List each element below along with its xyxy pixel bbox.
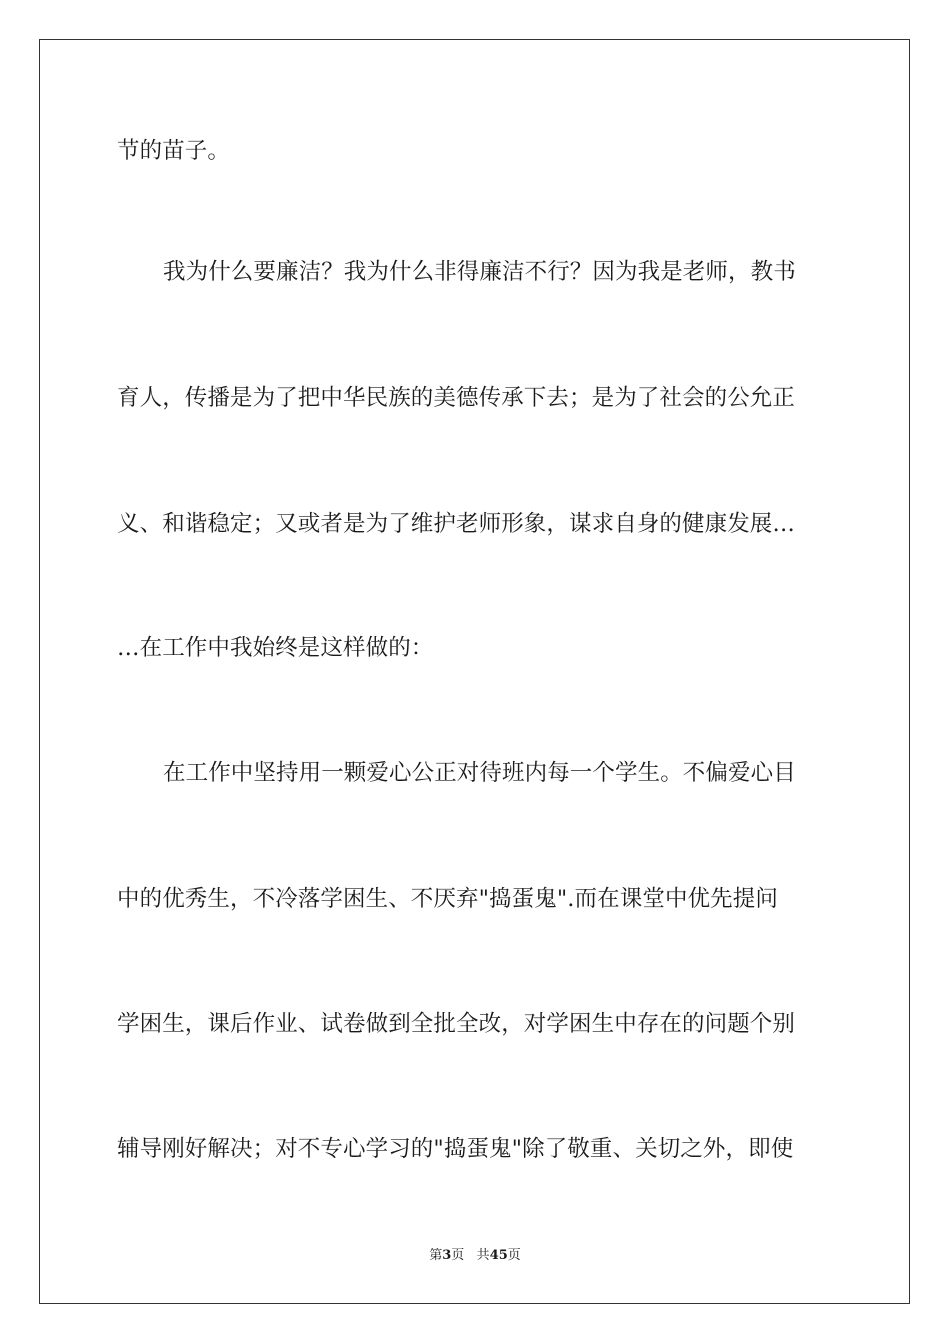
- page-border: [39, 39, 910, 1304]
- footer-total-suffix: 页: [507, 1248, 521, 1263]
- page-footer: [0, 1247, 950, 1265]
- text-line-1: 节的苗子。: [117, 138, 231, 164]
- paragraph-3-line-3: 学困生，课后作业、试卷做到全批全改，对学困生中存在的问题个别: [117, 1011, 796, 1037]
- footer-page-prefix: 第: [429, 1248, 443, 1263]
- footer-page-number: 3: [442, 1248, 452, 1263]
- paragraph-2-line-4: …在工作中我始终是这样做的：: [117, 635, 434, 661]
- paragraph-2-line-3: 义、和谐稳定；又或者是为了维护老师形象，谋求自身的健康发展…: [117, 511, 796, 537]
- paragraph-2-line-1: 我为什么要廉洁？我为什么非得廉洁不行？因为我是老师，教书: [163, 259, 796, 285]
- footer-total-prefix: 共: [476, 1248, 490, 1263]
- paragraph-3-line-2: 中的优秀生，不冷落学困生、不厌弃"捣蛋鬼".而在课堂中优先提问: [117, 886, 778, 912]
- footer-total-pages: 45: [489, 1248, 508, 1263]
- paragraph-3-line-1: 在工作中坚持用一颗爱心公正对待班内每一个学生。不偏爱心目: [163, 760, 796, 786]
- footer-page-suffix: 页: [451, 1248, 465, 1263]
- paragraph-3-line-4: 辅导刚好解决；对不专心学习的"捣蛋鬼"除了敬重、关切之外，即使: [117, 1136, 794, 1162]
- paragraph-2-line-2: 育人，传播是为了把中华民族的美德传承下去；是为了社会的公允正: [117, 385, 796, 411]
